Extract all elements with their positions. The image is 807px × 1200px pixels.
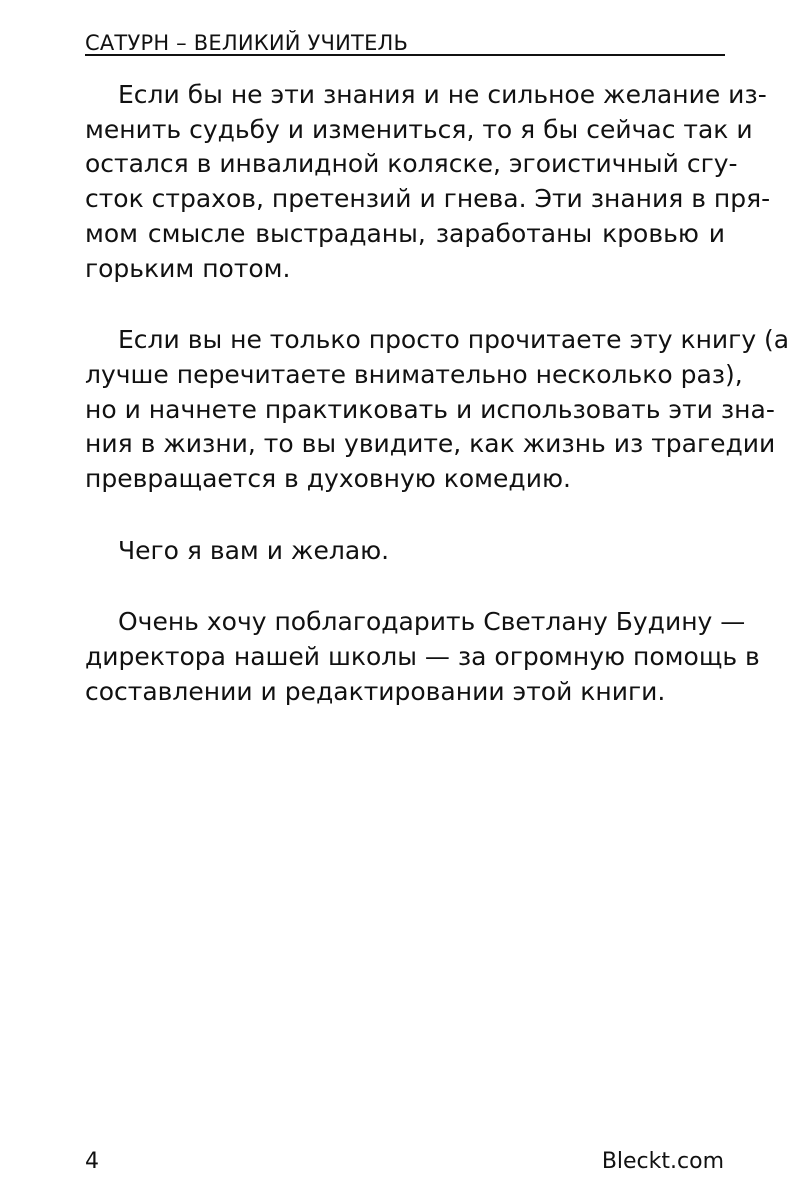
page-number: 4 — [85, 1149, 99, 1174]
text-line: директора нашей школы — за огромную помощь в — [85, 642, 760, 672]
text-line: сток страхов, претензий и гнева. Эти знания в пря- — [85, 184, 771, 214]
running-head: САТУРН – ВЕЛИКИЙ УЧИТЕЛЬ — [85, 31, 409, 55]
text-line: мом смысле выстраданы, заработаны кровью и — [85, 218, 725, 248]
text-line: горьким потом. — [85, 253, 291, 283]
text-line: лучше перечитаете внимательно несколько раз), — [85, 359, 743, 389]
text-line: но и начнете практиковать и использовать эти зна- — [85, 394, 775, 424]
text-line: ния в жизни, то вы увидите, как жизнь из трагедии — [85, 429, 776, 459]
text-line: Если бы не эти знания и не сильное желание из- — [118, 80, 767, 109]
text-line: Очень хочу поблагодарить Светлану Будину — — [118, 607, 746, 637]
paragraph-gap — [85, 286, 725, 323]
text-line: менить судьбу и измениться, то я бы сейчас так и — [85, 114, 753, 144]
paragraph-1 — [85, 78, 771, 286]
text-line: превращается в духовную комедию. — [85, 464, 571, 494]
paragraph-3 — [85, 534, 725, 569]
header-rule — [85, 54, 725, 56]
paragraph-4 — [85, 605, 760, 709]
paragraph-2 — [85, 323, 790, 497]
text-line: Если вы не только просто прочитаете эту книгу (а — [118, 325, 790, 355]
text-line: остался в инвалидной коляске, эгоистичный сгу- — [85, 149, 738, 179]
paragraph-gap — [85, 497, 725, 534]
paragraph-gap — [85, 568, 725, 605]
body-text — [85, 78, 790, 710]
text-line: составлении и редактировании этой книги. — [85, 676, 666, 706]
text-line: Чего я вам и желаю. — [118, 535, 390, 565]
site-label: Bleckt.com — [601, 1149, 724, 1174]
